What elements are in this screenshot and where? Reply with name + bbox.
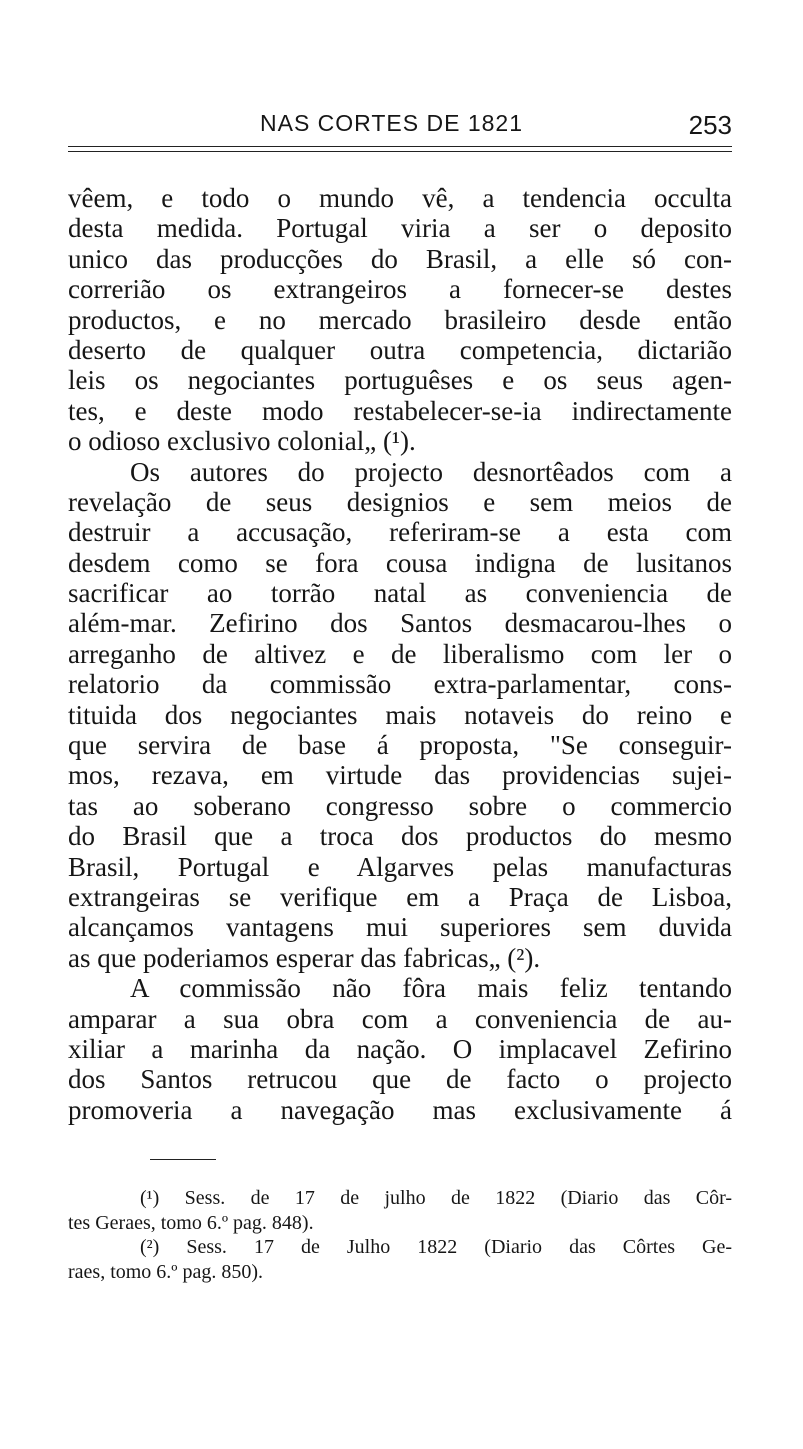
footnote-line: (¹) Sess. de 17 de julho de 1822 (Diario das Côr- <box>140 1187 732 1209</box>
page-number: 253 <box>688 110 732 140</box>
text-line: além-mar. Zefirino dos Santos desmacarou-lhes o <box>68 608 732 639</box>
text-line: tituida dos negociantes mais notaveis do reino e <box>68 699 732 730</box>
text-line: desta medida. Portugal viria a ser o deposito <box>68 213 732 244</box>
text-line: vêem, e todo o mundo vê, a tendencia occulta <box>68 183 732 213</box>
text-line: A commissão não fôra mais feliz tentando <box>130 973 732 1004</box>
text-line: desdem como se fora cousa indigna de lusitanos <box>68 547 732 578</box>
page-header <box>68 110 732 144</box>
footnote-line: (²) Sess. 17 de Julho 1822 (Diario das Côrtes Ge- <box>140 1236 732 1258</box>
text-line: productos, e no mercado brasileiro desde então <box>68 304 732 335</box>
text-line: as que poderiamos esperar das fabricas„ (²). <box>68 942 541 973</box>
text-line: que servira de base á proposta, "Se conseguir- <box>68 730 732 761</box>
text-line: relatorio da commissão extra-parlamentar, cons- <box>68 669 732 700</box>
header-double-rule <box>68 146 732 152</box>
text-line: deserto de qualquer outra competencia, dictarião <box>68 334 732 365</box>
text-line: tas ao soberano congresso sobre o commercio <box>68 790 732 821</box>
body-text <box>68 183 732 1125</box>
text-line: dos Santos retrucou que de facto o projecto <box>68 1064 732 1095</box>
footnote-line: raes, tomo 6.º pag. 850). <box>68 1260 264 1283</box>
text-line: leis os negociantes portuguêses e os seus agen- <box>68 365 732 396</box>
footnote-rule <box>150 1159 216 1160</box>
footnote-line: tes Geraes, tomo 6.º pag. 848). <box>68 1211 314 1234</box>
text-line: revelação de seus designios e sem meios de <box>68 486 732 517</box>
text-line: promoveria a navegação mas exclusivamente á <box>68 1094 732 1125</box>
footnotes <box>68 1186 732 1284</box>
running-title: NAS CORTES DE 1821 <box>260 110 524 136</box>
text-line: destruir a accusação, referiram-se a esta com <box>68 517 732 548</box>
text-line: extrangeiras se verifique em a Praça de Lisboa, <box>68 881 732 912</box>
text-line: arreganho de altivez e de liberalismo com ler o <box>68 638 732 669</box>
text-line: tes, e deste modo restabelecer-se-ia indirectamente <box>68 395 732 426</box>
text-line: o odioso exclusivo colonial„ (¹). <box>68 426 416 457</box>
text-line: mos, rezava, em virtude das providencias sujei- <box>68 760 732 791</box>
text-line: Brasil, Portugal e Algarves pelas manufacturas <box>68 851 732 882</box>
text-line: amparar a sua obra com a conveniencia de au- <box>68 1003 732 1034</box>
text-line: sacrificar ao torrão natal as conveniencia de <box>68 578 732 609</box>
text-line: Os autores do projecto desnortêados com a <box>130 456 732 487</box>
text-line: unico das producções do Brasil, a elle só con- <box>68 243 732 274</box>
text-line: alcançamos vantagens mui superiores sem duvida <box>68 912 732 943</box>
text-line: correrião os extrangeiros a fornecer-se destes <box>68 274 732 305</box>
text-line: xiliar a marinha da nação. O implacavel Zefirino <box>68 1033 732 1064</box>
text-line: do Brasil que a troca dos productos do mesmo <box>68 821 732 852</box>
